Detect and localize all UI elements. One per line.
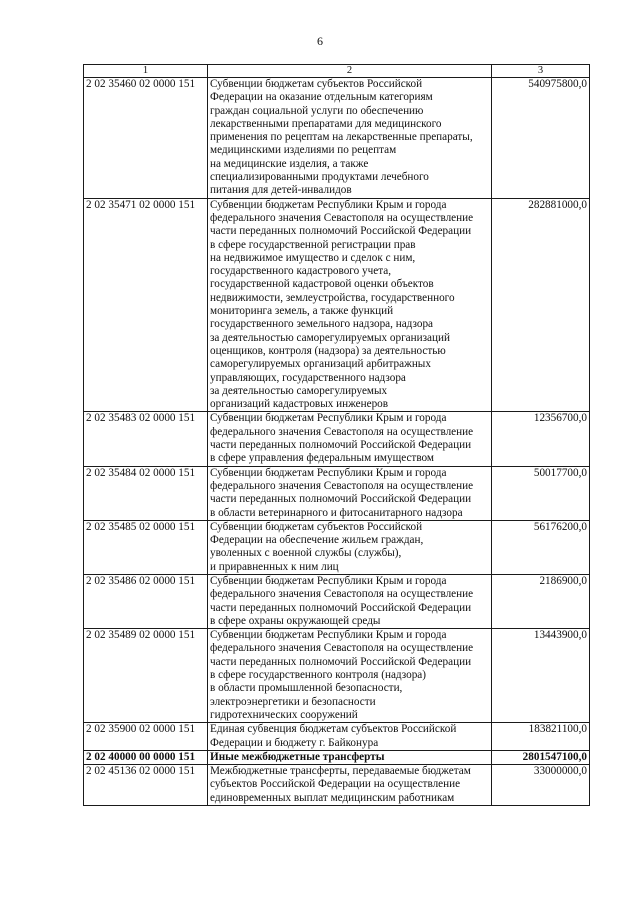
- table-row: [84, 520, 590, 574]
- budget-code: 2 02 45136 02 0000 151: [84, 765, 208, 806]
- budget-code: 2 02 35483 02 0000 151: [84, 412, 208, 466]
- table-row: [84, 412, 590, 466]
- budget-code: 2 02 35485 02 0000 151: [84, 520, 208, 574]
- budget-item-name: Субвенции бюджетам субъектов Российской Федерации на обеспечение жильем граждан, уволенных с военной службы (службы), и приравненных к ним лиц: [208, 520, 492, 574]
- table-row: [84, 723, 590, 751]
- table-row-total: [84, 750, 590, 764]
- budget-code: 2 02 35484 02 0000 151: [84, 466, 208, 520]
- budget-code: 2 02 35471 02 0000 151: [84, 198, 208, 412]
- budget-amount: 282881000,0: [492, 198, 590, 412]
- budget-item-name: Субвенции бюджетам Республики Крым и города федерального значения Севастополя на осуществление части переданных полномочий Российской Федерации в сфере управления федеральным имуществом: [208, 412, 492, 466]
- budget-amount: 183821100,0: [492, 723, 590, 751]
- budget-code: 2 02 35460 02 0000 151: [84, 78, 208, 199]
- table-row: [84, 629, 590, 723]
- column-header-name: 2: [208, 65, 492, 78]
- column-header-amount: 3: [492, 65, 590, 78]
- budget-amount: 50017700,0: [492, 466, 590, 520]
- budget-item-name: Субвенции бюджетам Республики Крым и города федерального значения Севастополя на осуществление части переданных полномочий Российской Федерации в области ветеринарного и фитосанитарного надзора: [208, 466, 492, 520]
- table-row: [84, 78, 590, 199]
- budget-item-name: Иные межбюджетные трансферты: [208, 750, 492, 764]
- budget-code: 2 02 35486 02 0000 151: [84, 574, 208, 628]
- budget-item-name: Межбюджетные трансферты, передаваемые бюджетам субъектов Российской Федерации на осуществление единовременных выплат медицинским работникам: [208, 765, 492, 806]
- budget-item-name: Субвенции бюджетам Республики Крым и города федерального значения Севастополя на осуществление части переданных полномочий Российской Федерации в сфере государственного контроля (надзора) в области промышленной безопасности, электроэнергетики и безопасности гидротехнических сооружений: [208, 629, 492, 723]
- budget-code: 2 02 35900 02 0000 151: [84, 723, 208, 751]
- budget-code: 2 02 35489 02 0000 151: [84, 629, 208, 723]
- budget-item-name: Субвенции бюджетам Республики Крым и города федерального значения Севастополя на осуществление части переданных полномочий Российской Федерации в сфере охраны окружающей среды: [208, 574, 492, 628]
- budget-item-name: Единая субвенция бюджетам субъектов Российской Федерации и бюджету г. Байконура: [208, 723, 492, 751]
- budget-amount: 540975800,0: [492, 78, 590, 199]
- budget-amount: 12356700,0: [492, 412, 590, 466]
- budget-item-name: Субвенции бюджетам Республики Крым и города федерального значения Севастополя на осуществление части переданных полномочий Российской Федерации в сфере государственной регистрации прав на недвижимое имущество и сделок с ним, государственного кадастрового учета, государственной кадастровой оценки объектов недвижимости, землеустройства, государственного мониторинга земель, а также функций государственного земельного надзора, надзора за деятельностью саморегулируемых организаций оценщиков, контроля (надзора) за деятельностью саморегулируемых организаций арбитражных управляющих, государственного надзора за деятельностью саморегулируемых организаций кадастровых инженеров: [208, 198, 492, 412]
- table-row: [84, 765, 590, 806]
- table-row: [84, 574, 590, 628]
- table-row: [84, 466, 590, 520]
- budget-amount: 13443900,0: [492, 629, 590, 723]
- budget-item-name: Субвенции бюджетам субъектов Российской Федерации на оказание отдельным категориям граждан социальной услуги по обеспечению лекарственными препаратами для медицинского применения по рецептам на лекарственные препараты, медицинскими изделиями по рецептам на медицинские изделия, а также специализированными продуктами лечебного питания для детей-инвалидов: [208, 78, 492, 199]
- column-header-code: 1: [84, 65, 208, 78]
- budget-amount: 33000000,0: [492, 765, 590, 806]
- table-header-row: [84, 65, 590, 78]
- budget-amount: 56176200,0: [492, 520, 590, 574]
- budget-table: [83, 64, 590, 806]
- table-row: [84, 198, 590, 412]
- page-number: 6: [317, 34, 323, 48]
- budget-code: 2 02 40000 00 0000 151: [84, 750, 208, 764]
- budget-amount: 2186900,0: [492, 574, 590, 628]
- budget-amount: 2801547100,0: [492, 750, 590, 764]
